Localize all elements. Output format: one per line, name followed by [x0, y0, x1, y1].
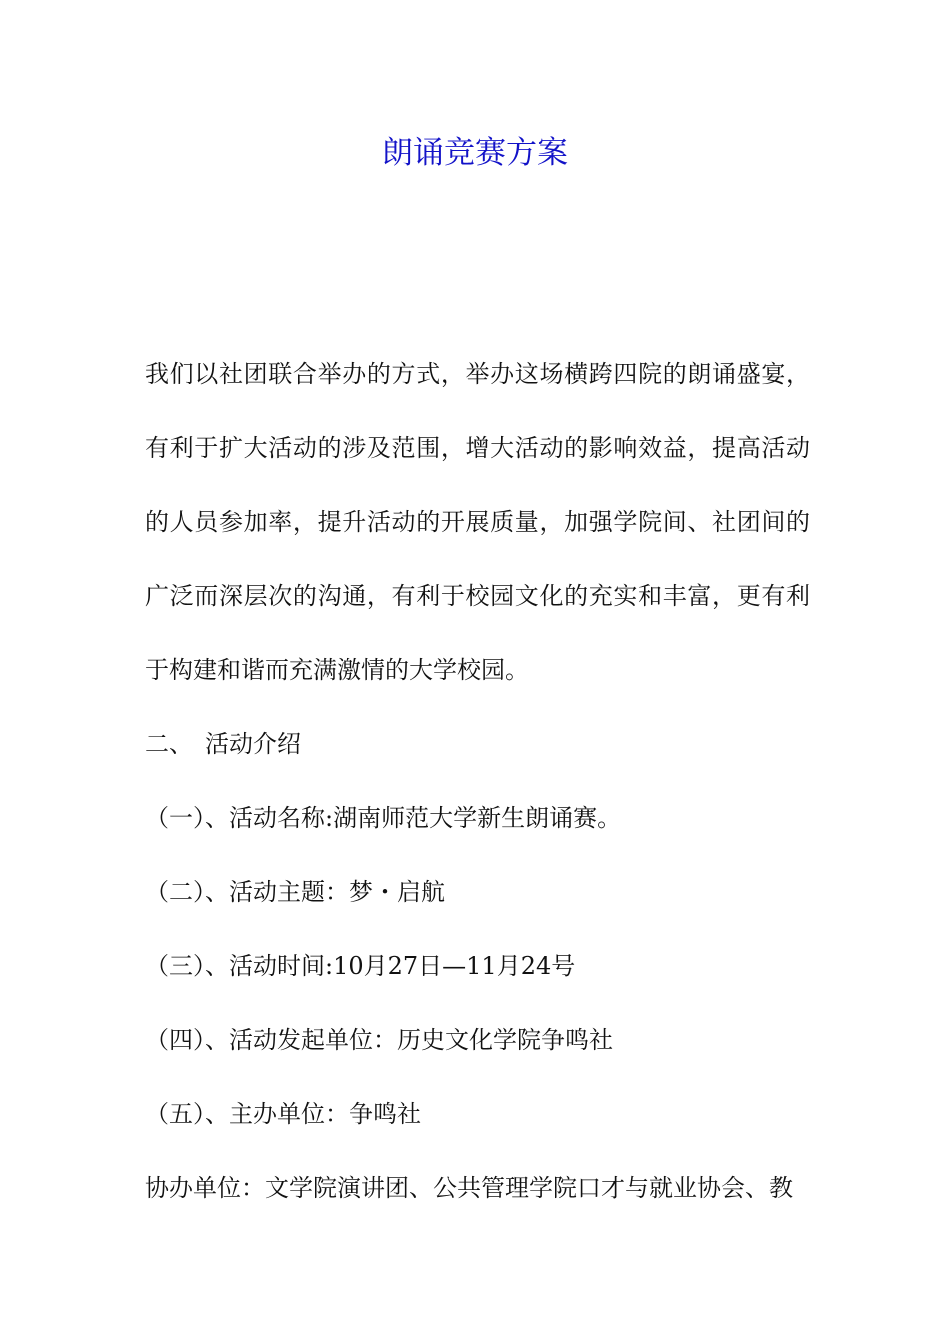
section-heading	[145, 707, 810, 781]
list-item-organizer: （五）、主办单位：争鸣社	[145, 1100, 421, 1128]
list-item-activity-name: （一）、活动名称:湖南师范大学新生朗诵赛。	[145, 804, 622, 832]
section-title: 活动介绍	[205, 730, 301, 758]
list-item-initiator: （四）、活动发起单位：历史文化学院争鸣社	[145, 1026, 613, 1054]
list-item-activity-theme: （二）、活动主题：梦・启航	[145, 878, 445, 906]
intro-paragraph: 我们以社团联合举办的方式，举办这场横跨四院的朗诵盛宴，有利于扩大活动的涉及范围，增大活动的影响效益，提高活动的人员参加率，提升活动的开展质量，加强学院间、社团间的广泛而深层次的沟通，有利于校园文化的充实和丰富，更有利于构建和谐而充满激情的大学校园。	[145, 360, 810, 684]
document-title: 朗诵竞赛方案	[382, 135, 568, 171]
list-item-activity-time: （三）、活动时间:10月27日—11月24号	[145, 952, 576, 980]
document-body	[145, 337, 810, 1225]
co-organizers-line: 协办单位：文学院演讲团、公共管理学院口才与就业协会、教	[145, 1174, 793, 1202]
section-number: 二、	[145, 730, 193, 758]
